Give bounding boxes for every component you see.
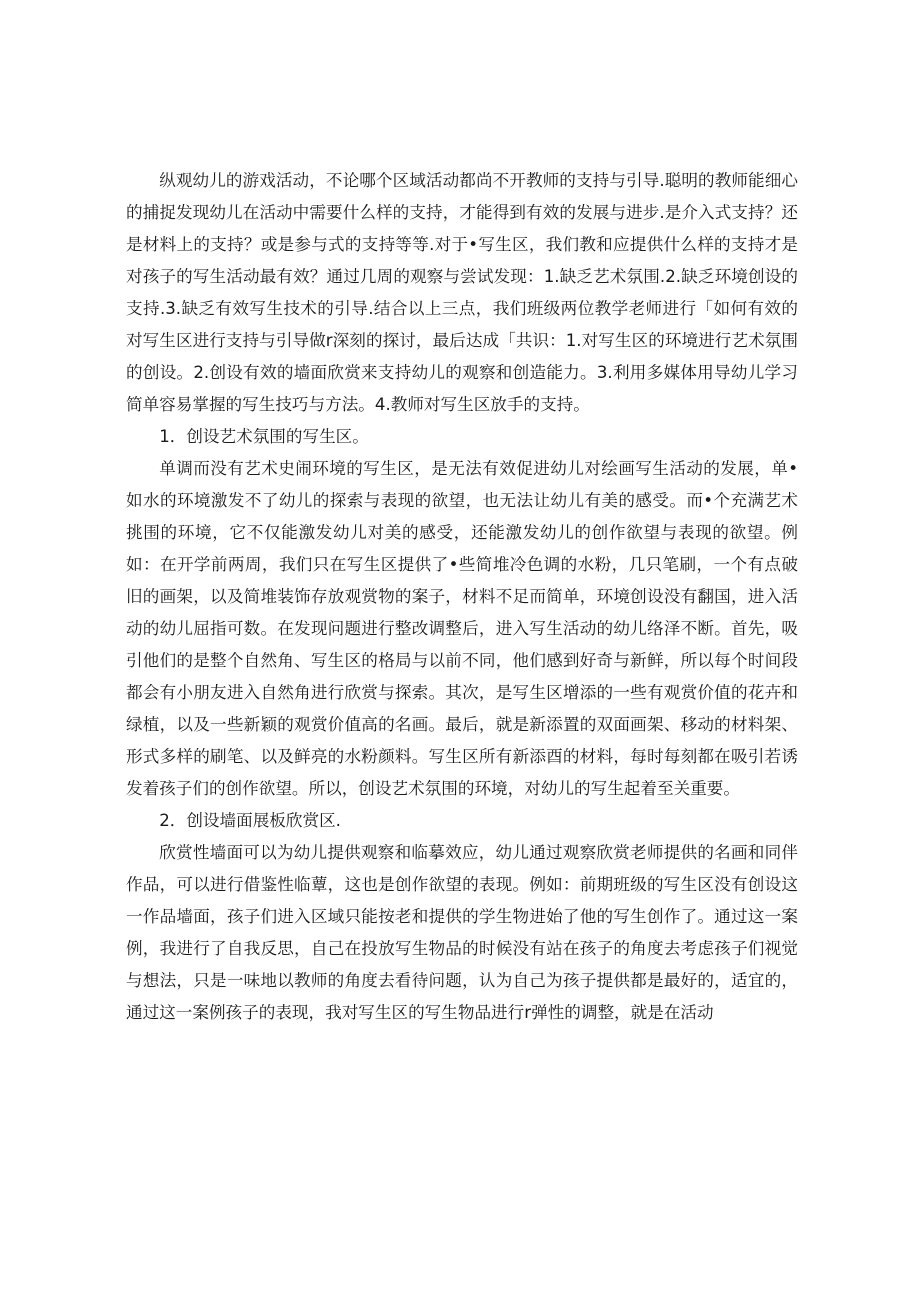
section-heading-1: 1．创设艺术氛围的写生区。 (159, 427, 369, 446)
paragraph-section-1: 单调而没有艺术史闹环境的写生区，是无法有效促进幼儿对绘画写生活动的发展，单•如水的环境激发不了幼儿的探索与表现的欲望，也无法让幼儿有美的感受。而•个充满艺术挑围的环境，它不仅能激发幼儿对美的感受，还能激发幼儿的创作欲望与表现的欲望。例如：在开学前两周，我们只在写生区提供了•些简堆冷色调的水粉，几只笔刷，一个有点破旧的画架，以及简堆装饰存放观赏物的案子，材料不足而简单，环境创设没有翻国，进入活动的幼儿屈指可数。在发现问题进行整改调整后，进入写生活动的幼儿络泽不断。首先，吸引他们的是整个自然角、写生区的格局与以前不同，他们感到好奇与新鲜，所以每个时间段都会有小朋友进入自然角进行欣赏与探索。其次，是写生区增添的一些有观赏价值的花卉和绿植，以及一些新颖的观赏价值高的名画。最后，就是新添置的双面画架、移动的材料架、形式多样的刷笔、以及鲜亮的水粉颜料。写生区所有新添酉的材料，每时每刻都在吸引若诱发着孩子们的创作欲望。所以，创设艺术氛围的环境，对幼儿的写生起着至关重要。 (126, 459, 798, 798)
document-body (126, 165, 798, 1029)
paragraph-intro: 纵观幼儿的游戏活动，不论哪个区域活动都尚不开教师的支持与引导.聪明的教师能细心的捕捉发现幼儿在活动中需要什么样的支持，才能得到有效的发展与进步.是介入式支持？还是材料上的支持？或是参与式的支持等等.对于•写生区，我们教和应提供什么样的支持才是对孩子的写生活动最有效？通过几周的观察与尝试发现：1.缺乏艺术氛围.2.缺乏环境创设的支持.3.缺乏有效写生技术的引导.结合以上三点，我们班级两位教学老师进行「如何有效的对写生区进行支持与引导做r深刻的探讨，最后达成「共识：1.对写生区的环境进行艺术氛围的创设。2.创设有效的墙面欣赏来支持幼儿的观察和创造能力。3.利用多媒体用导幼儿学习简单容易掌握的写生技巧与方法。4.教师对写生区放手的支持。 (126, 171, 798, 414)
paragraph-section-2: 欣赏性墙面可以为幼儿提供观察和临摹效应，幼儿通过观察欣赏老师提供的名画和同伴作品，可以进行借鉴性临蕈，这也是创作欲望的表现。例如：前期班级的写生区没有创设这一作品墙面，孩子们进入区域只能按老和提供的学生物进始了他的写生创作了。通过这一案例，我进行了自我反思，自己在投放写生物品的时候没有站在孩子的角度去考虑孩子们视觉与想法，只是一味地以教师的角度去看待问题，认为自己为孩子提供都是最好的，适宜的，通过这一案例孩子的表现，我对写生区的写生物品进行r弹性的调整，就是在活动 (126, 843, 798, 1022)
section-heading-2: 2．创设墙面展板欣赏区. (159, 811, 341, 830)
